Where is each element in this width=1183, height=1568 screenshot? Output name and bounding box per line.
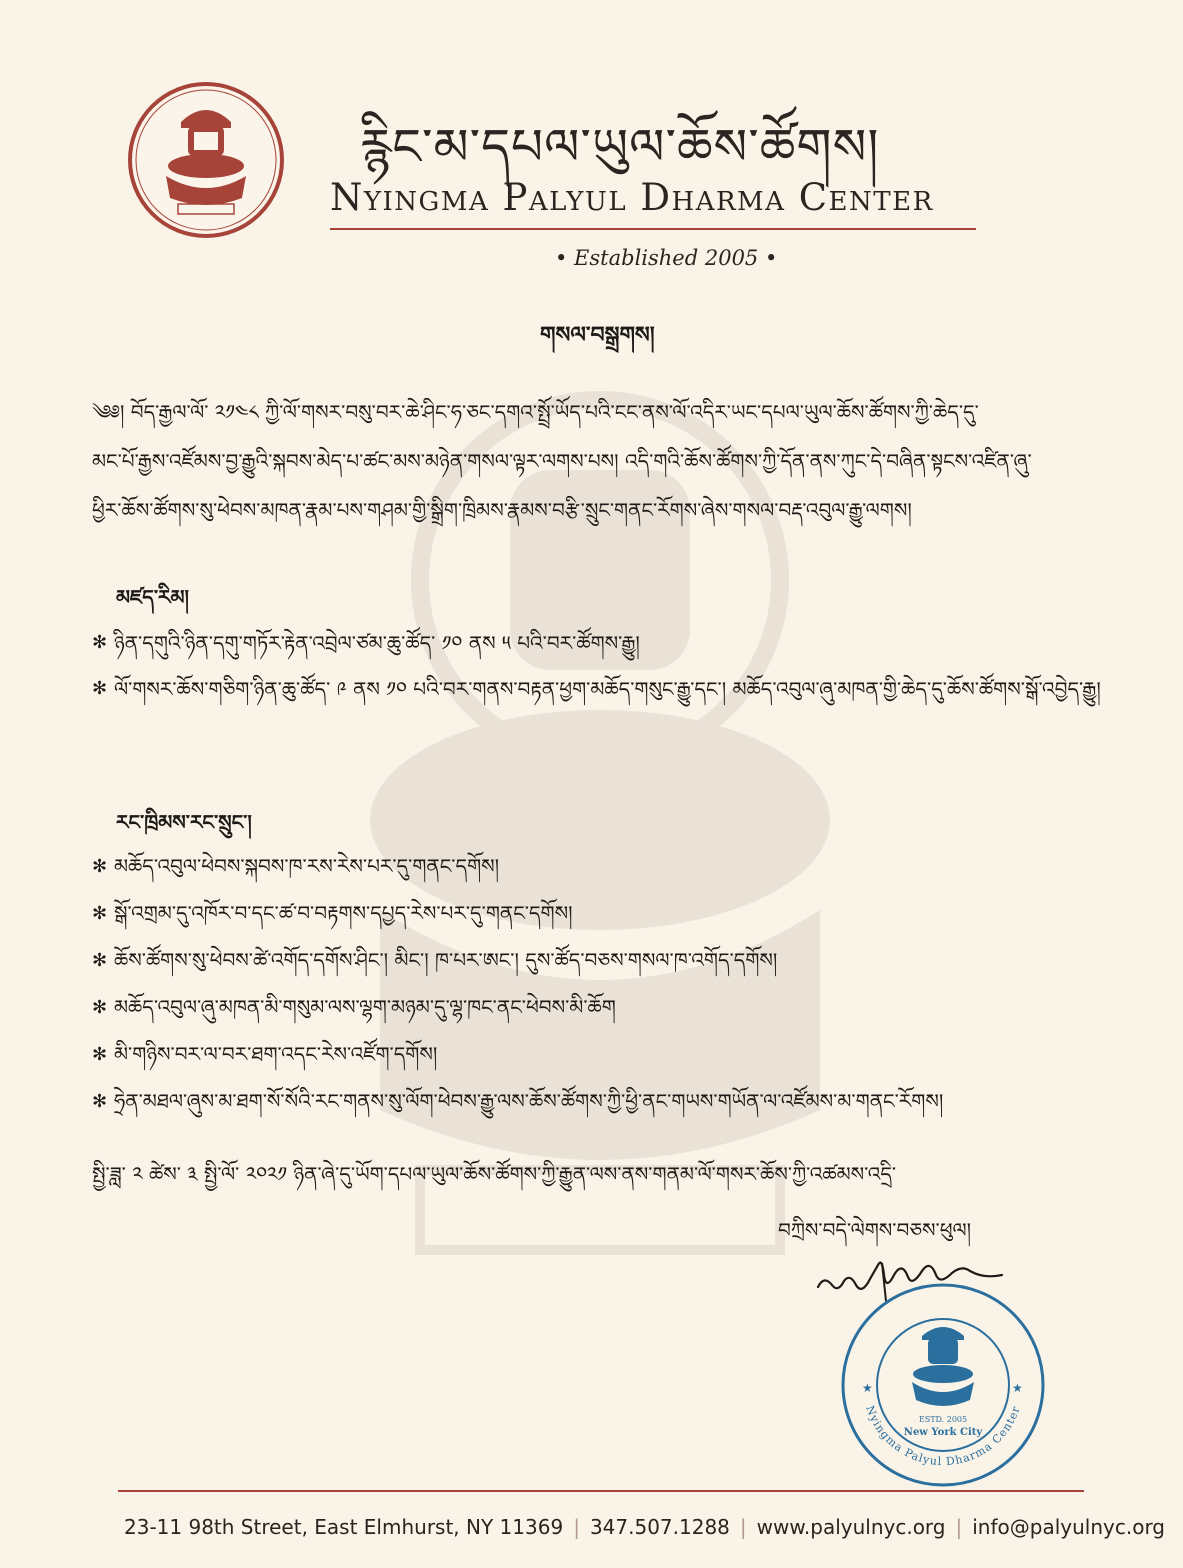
asterisk-bullet-icon: ✻ [92, 903, 108, 924]
intro-line: མང་པོ་རྒྱས་འཛོམས་བྱ་རྒྱུའི་སྐབས་མེད་པ་ཚང་མས་མཉེན་གསལ་ལྟར་ལགས་པས། འདི་གའི་ཆོས་ཚོགས་ཀྱི་དོན་ནས་ཀུང་དེ་བཞིན་སྟངས་འཛིན་ཞུ་ [92, 449, 1032, 473]
tibetan-title: རྙིང་མ་དཔལ་ཡུལ་ཆོས་ཚོགས། [360, 118, 880, 176]
seal-outer-text: Nyingma Palyul Dharma Center [863, 1403, 1023, 1469]
intro-line: ཕྱིར་ཆོས་ཚོགས་སུ་ཕེབས་མཁན་རྣམ་པས་གཤམ་གྱི་སྒྲིག་ཁྲིམས་རྣམས་བརྩི་སྲུང་གནང་རོགས་ཞེས་གསལ་བརྡ་འབུལ་རྒྱུ་ལགས། [92, 498, 912, 522]
sign-off: བཀྲིས་བདེ་ལེགས་བཅས་ཕུལ། [778, 1218, 972, 1242]
list-item [92, 1078, 1122, 1125]
rules-list [92, 843, 1122, 1125]
separator: | [955, 1515, 963, 1539]
schedule-list [92, 620, 1122, 712]
center-logo [126, 80, 286, 240]
official-seal [840, 1282, 1046, 1488]
rule-item: ཆོས་ཚོགས་སུ་ཕེབས་ཚེ་འགོད་དགོས་ཤིང་། མིང་། ཁ་པར་ཨང་། དུས་ཚོད་བཅས་གསལ་ཁ་འགོད་དགོས། [114, 948, 778, 972]
list-item [92, 843, 1122, 890]
header-divider [330, 228, 976, 230]
intro-paragraph [92, 388, 1122, 535]
schedule-heading: མཛད་རིམ། [116, 585, 189, 609]
rule-item: མི་གཉིས་བར་ལ་བར་ཐག་འདང་རེས་འཛོག་དགོས། [114, 1042, 438, 1066]
seal-city: New York City [903, 1427, 983, 1438]
schedule-item: ཉིན་དགུའི་ཉིན་དགུ་གཏོར་རྟེན་འབྲེལ་ཙམ་ཆུ་ཚོད་ ༡༠ ནས ༥ པའི་བར་ཚོགས་རྒྱུ། [114, 631, 640, 655]
rule-item: མཆོད་འབུལ་ཕེབས་སྐབས་ཁ་རས་རེས་པར་དུ་གནང་དགོས། [114, 854, 500, 878]
established-line: • Established 2005 • [555, 246, 778, 270]
asterisk-bullet-icon: ✻ [92, 997, 108, 1018]
rule-item: མཆོད་འབུལ་ཞུ་མཁན་མི་གསུམ་ལས་ལྷག་མཉམ་དུ་ལྷ་ཁང་ནང་ཕེབས་མི་ཆོག [114, 995, 616, 1019]
intro-line: ༄༅། བོད་རྒྱལ་ལོ་ ༢༡༤༨ ཀྱི་ལོ་གསར་བསུ་བར་ཆེ་ཤིང་ཧ་ཅང་དགའ་སྤྲོ་ཡོད་པའི་ངང་ནས་ལོ་འདིར་ཡང་དཔལ་ཡུལ་ཆོས་ཚོགས་ཀྱི་ཆེད་དུ་ [92, 400, 979, 424]
rule-item: ཧྲེན་མཐལ་ཞུས་མ་ཐག་སོ་སོའི་རང་གནས་སུ་ལོག་ཕེབས་རྒྱུ་ལས་ཆོས་ཚོགས་ཀྱི་ཕྱི་ནང་གཡས་གཡོན་ལ་འཛོམས་མ་གནང་རོགས། [114, 1089, 944, 1113]
schedule-item: ལོ་གསར་ཆོས་གཅིག་ཉིན་ཆུ་ཚོད་ ༩ ནས ༡༠ པའི་བར་གནས་བརྟན་ཕྱག་མཆོད་གསུང་རྒྱུ་དང་། མཆོད་འབུལ་ཞུ་མཁན་གྱི་ཆེད་དུ་ཆོས་ཚོགས་སྒོ་འབྱེད་རྒྱུ། [114, 677, 1101, 701]
rule-item: སྒོ་འགྲམ་དུ་འཁོར་བ་དང་ཚ་བ་བརྟགས་དཔྱད་རེས་པར་དུ་གནང་དགོས། [114, 901, 573, 925]
asterisk-bullet-icon: ✻ [92, 1044, 108, 1065]
address: 23-11 98th Street, East Elmhurst, NY 11369 [124, 1515, 564, 1539]
asterisk-bullet-icon: ✻ [92, 950, 108, 971]
list-item [92, 984, 1122, 1031]
asterisk-bullet-icon: ✻ [92, 1091, 108, 1112]
organization-name: Nyingma Palyul Dharma Center [330, 176, 934, 219]
website-link[interactable]: www.palyulnyc.org [756, 1515, 946, 1539]
asterisk-bullet-icon: ✻ [92, 678, 108, 699]
seal-estd: ESTD. 2005 [918, 1415, 968, 1424]
svg-text:★: ★ [862, 1381, 873, 1395]
list-item [92, 666, 1122, 712]
asterisk-bullet-icon: ✻ [92, 856, 108, 877]
footer-divider [118, 1490, 1084, 1492]
svg-text:★: ★ [1012, 1381, 1023, 1395]
document-title: གསལ་བསྒྲགས། [540, 322, 655, 348]
closing-line: སྤྱི་ཟླ་ ༢ ཚེས་ ༣ སྤྱི་ལོ་ ༢༠༢༡ ཉིན་ཞེ་དུ་ཡོག་དཔལ་ཡུལ་ཆོས་ཚོགས་ཀྱི་རྒྱུན་ལས་ནས་གནམ་ལོ་གསར་ཆོས་ཀྱི་འཚམས་འདྲི་ [92, 1162, 897, 1186]
list-item [92, 937, 1122, 984]
list-item [92, 620, 1122, 666]
list-item [92, 890, 1122, 937]
separator: | [573, 1515, 580, 1539]
list-item [92, 1031, 1122, 1078]
rules-heading: རང་ཁྲིམས་རང་སྲུང་། [116, 810, 252, 834]
asterisk-bullet-icon: ✻ [92, 632, 108, 653]
separator: | [739, 1515, 747, 1539]
footer-contact [124, 1515, 1165, 1539]
email-link[interactable]: info@palyulnyc.org [972, 1515, 1166, 1539]
phone[interactable]: 347.507.1288 [589, 1515, 730, 1539]
